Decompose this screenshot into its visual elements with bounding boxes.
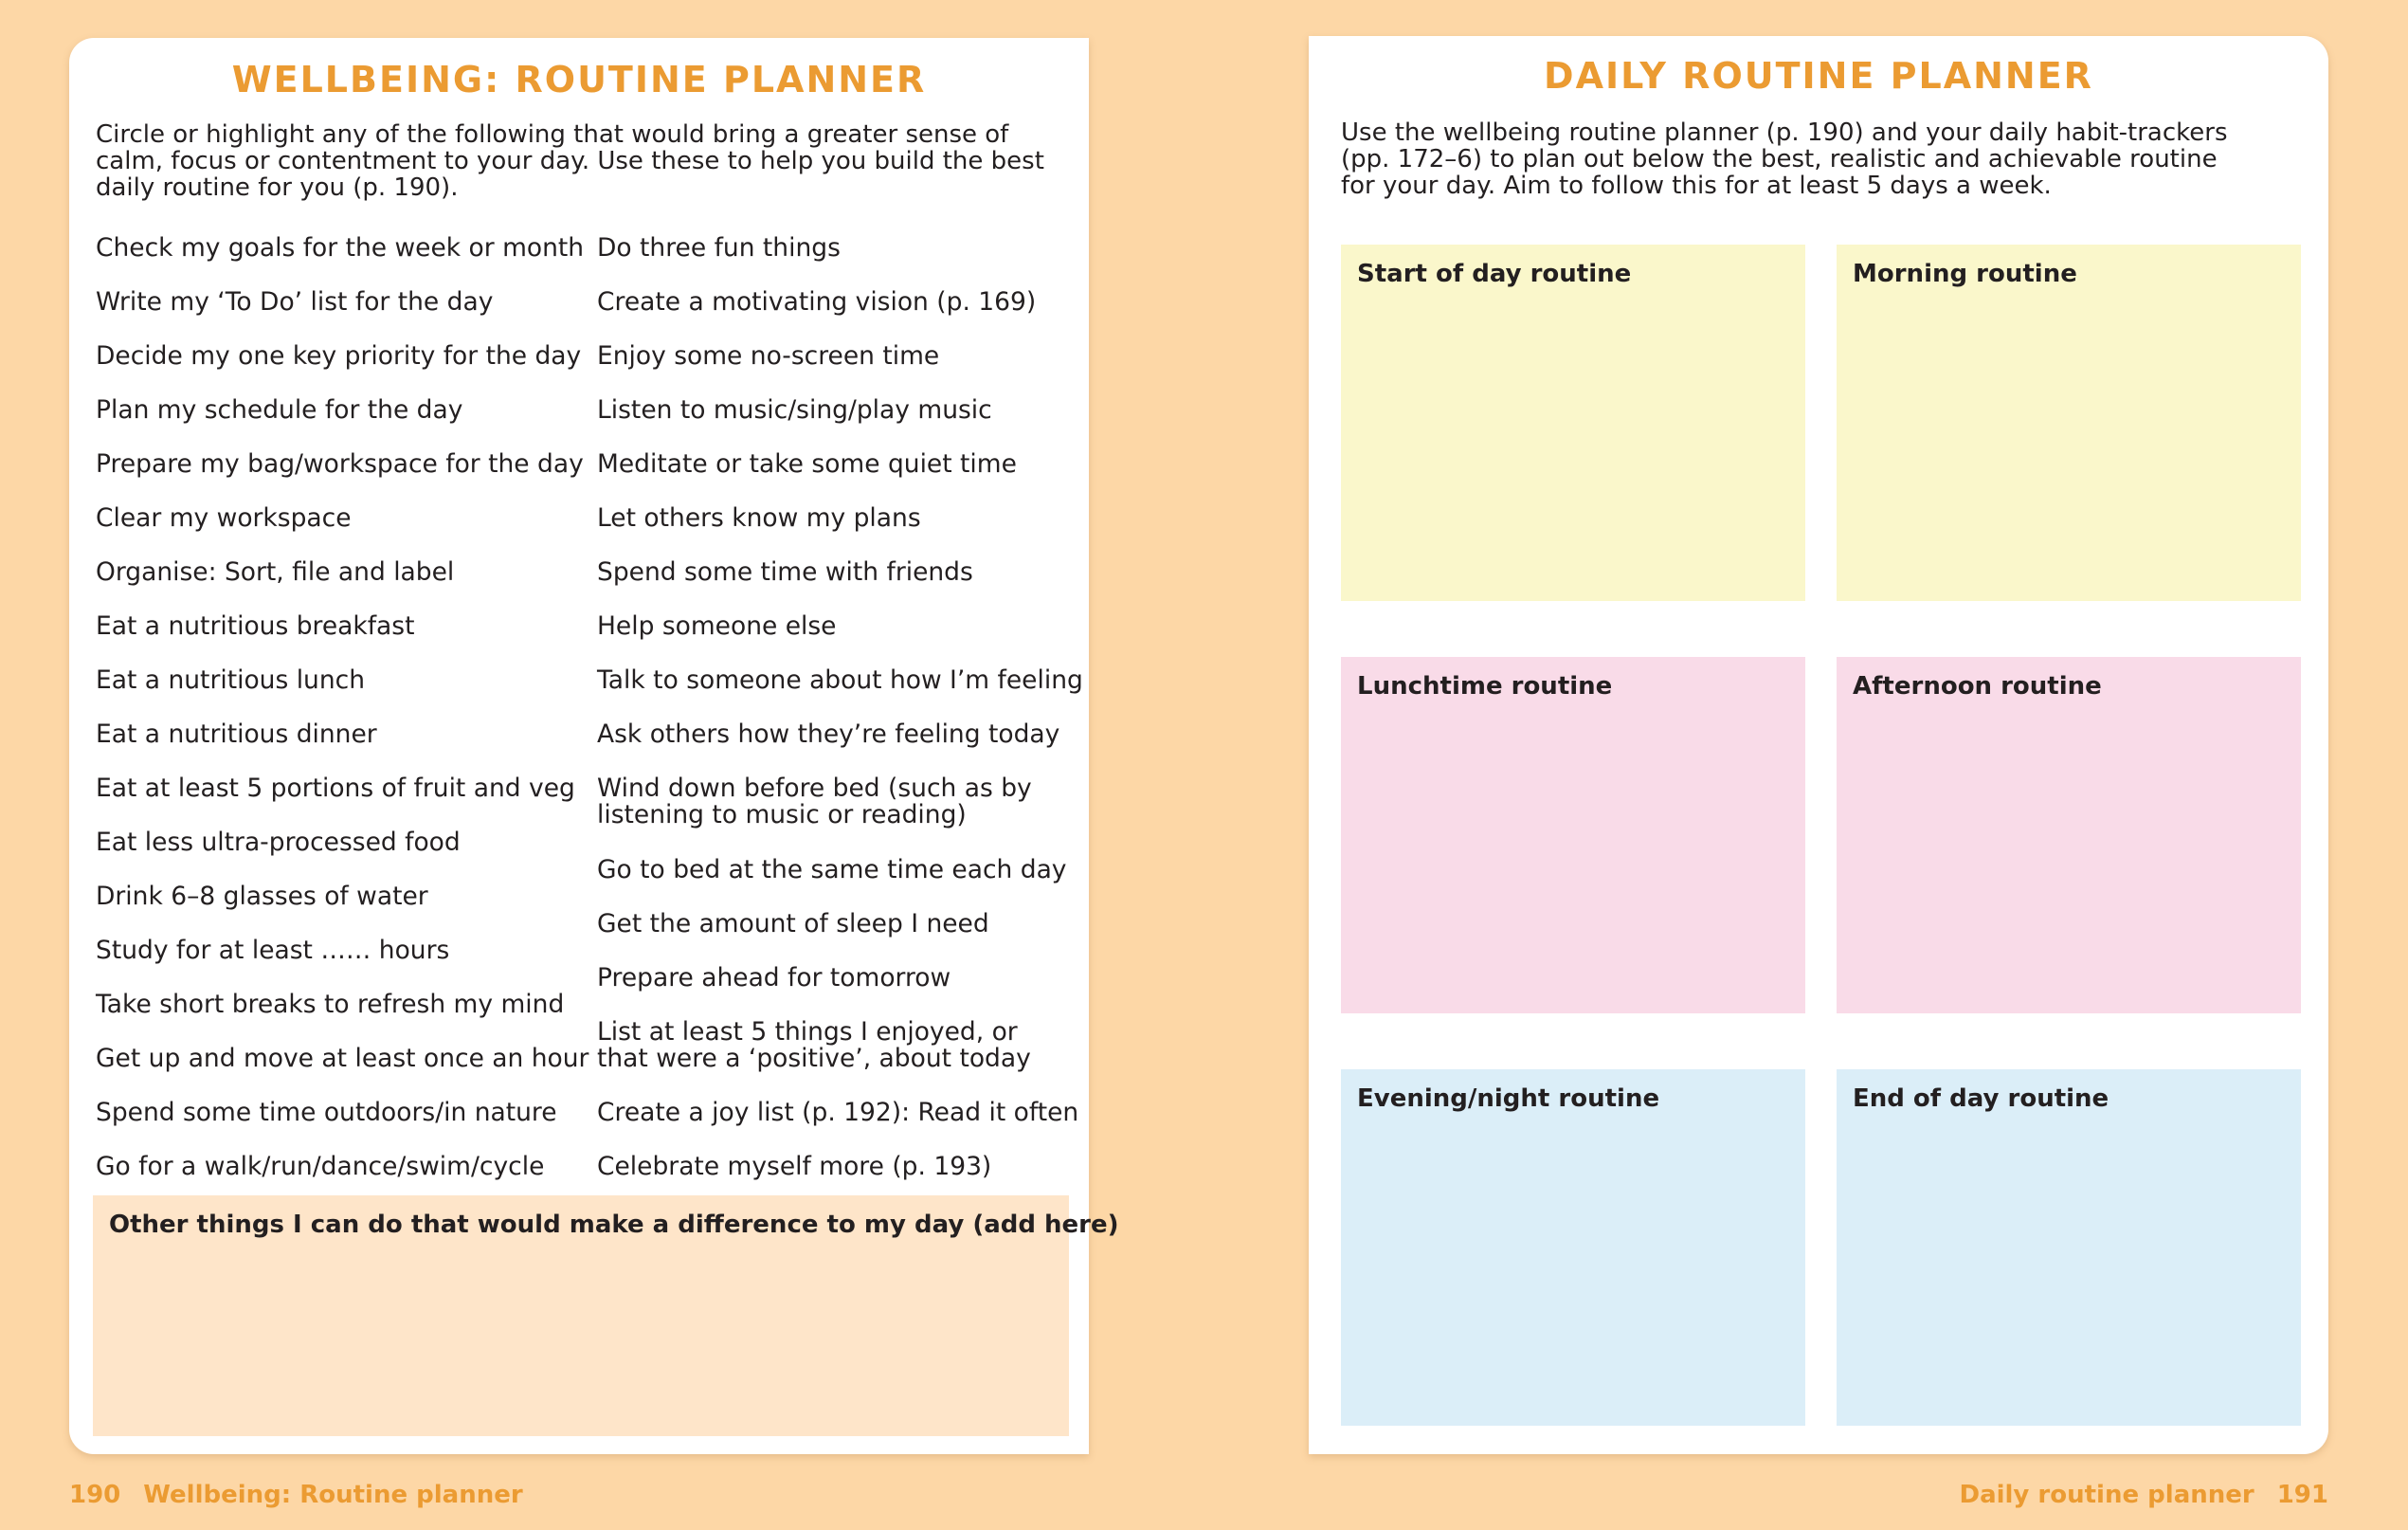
checklist-item[interactable]: List at least 5 things I enjoyed, or that were a ‘positive’, about today xyxy=(597,1017,1031,1073)
checklist-item[interactable]: Decide my one key priority for the day xyxy=(96,341,582,371)
other-things-box[interactable] xyxy=(93,1195,1119,1436)
checklist-item[interactable]: Go for a walk/run/dance/swim/cycle xyxy=(96,1152,545,1181)
checklist-item[interactable]: Listen to music/sing/play music xyxy=(597,395,992,425)
left-footer xyxy=(69,1481,523,1509)
checklist-item[interactable]: Get the amount of sleep I need xyxy=(597,909,989,938)
right-footer xyxy=(1959,1481,2328,1509)
box-label: Morning routine xyxy=(1853,260,2077,288)
box-label: Afternoon routine xyxy=(1853,672,2102,701)
end-of-day-box[interactable] xyxy=(1837,1069,2301,1426)
checklist-item[interactable]: Check my goals for the week or month xyxy=(96,233,585,263)
afternoon-box[interactable] xyxy=(1837,657,2301,1013)
checklist-item[interactable]: Take short breaks to refresh my mind xyxy=(96,990,565,1019)
checklist-item[interactable]: Drink 6–8 glasses of water xyxy=(96,882,428,911)
other-things-label: Other things I can do that would make a difference to my day (add here) xyxy=(109,1211,1119,1239)
checklist-item[interactable]: Get up and move at least once an hour xyxy=(96,1044,589,1073)
left-page xyxy=(69,38,1119,1454)
checklist-item[interactable]: Spend some time outdoors/in nature xyxy=(96,1098,557,1127)
checklist-item[interactable]: Enjoy some no-screen time xyxy=(597,341,940,371)
checklist-item[interactable]: Eat a nutritious breakfast xyxy=(96,611,415,641)
checklist-item[interactable]: Wind down before bed (such as by listening to music or reading) xyxy=(597,774,1032,829)
intro-text: Circle or highlight any of the following that would bring a greater sense of calm, focus or contentment to your day. Use these to help you build the best daily routine for you (p. 190). xyxy=(96,120,1044,202)
start-of-day-box[interactable] xyxy=(1341,245,1805,601)
checklist-item[interactable]: Eat at least 5 portions of fruit and veg xyxy=(96,774,575,803)
checklist-item[interactable]: Prepare ahead for tomorrow xyxy=(597,963,951,993)
lunchtime-box[interactable] xyxy=(1341,657,1805,1013)
page-title: WELLBEING: ROUTINE PLANNER xyxy=(231,59,927,100)
footer-title: Wellbeing: Routine planner xyxy=(143,1481,523,1509)
checklist-item[interactable]: Prepare my bag/workspace for the day xyxy=(96,449,584,479)
box-label: Start of day routine xyxy=(1357,260,1632,288)
checklist-item[interactable]: Clear my workspace xyxy=(96,503,352,533)
intro-text: Use the wellbeing routine planner (p. 190) and your daily habit-trackers (pp. 172–6) to plan out below the best, realistic and achievable routine for your day. Aim to follow this for at least 5 days a week. xyxy=(1341,118,2228,200)
checklist-item[interactable]: Write my ‘To Do’ list for the day xyxy=(96,287,494,317)
box-label: End of day routine xyxy=(1853,1084,2109,1113)
checklist-item[interactable]: Talk to someone about how I’m feeling xyxy=(597,665,1083,695)
checklist-item[interactable]: Organise: Sort, file and label xyxy=(96,557,455,587)
checklist-item[interactable]: Let others know my plans xyxy=(597,503,921,533)
checklist-item[interactable]: Create a joy list (p. 192): Read it often xyxy=(597,1098,1079,1127)
checklist-item[interactable]: Meditate or take some quiet time xyxy=(597,449,1017,479)
evening-night-box[interactable] xyxy=(1341,1069,1805,1426)
checklist-item[interactable]: Study for at least …… hours xyxy=(96,936,450,965)
checklist-item[interactable]: Eat a nutritious dinner xyxy=(96,719,377,749)
checklist-item[interactable]: Eat less ultra-processed food xyxy=(96,828,461,857)
footer-title: Daily routine planner xyxy=(1959,1481,2254,1509)
checklist-item[interactable]: Plan my schedule for the day xyxy=(96,395,463,425)
checklist-item[interactable]: Spend some time with friends xyxy=(597,557,973,587)
checklist-item[interactable]: Do three fun things xyxy=(597,233,841,263)
checklist-item[interactable]: Help someone else xyxy=(597,611,837,641)
checklist-item[interactable]: Create a motivating vision (p. 169) xyxy=(597,287,1037,317)
checklist-item[interactable]: Ask others how they’re feeling today xyxy=(597,719,1060,749)
checklist-item[interactable]: Celebrate myself more (p. 193) xyxy=(597,1152,992,1181)
page-number: 190 xyxy=(69,1481,121,1509)
page-number: 191 xyxy=(2276,1481,2328,1509)
box-label: Lunchtime routine xyxy=(1357,672,1613,701)
checklist-item[interactable]: Eat a nutritious lunch xyxy=(96,665,366,695)
page-title: DAILY ROUTINE PLANNER xyxy=(1544,55,2093,97)
box-label: Evening/night routine xyxy=(1357,1084,1660,1113)
morning-box[interactable] xyxy=(1837,245,2301,601)
checklist-item[interactable]: Go to bed at the same time each day xyxy=(597,855,1067,884)
right-page xyxy=(1309,36,2328,1454)
